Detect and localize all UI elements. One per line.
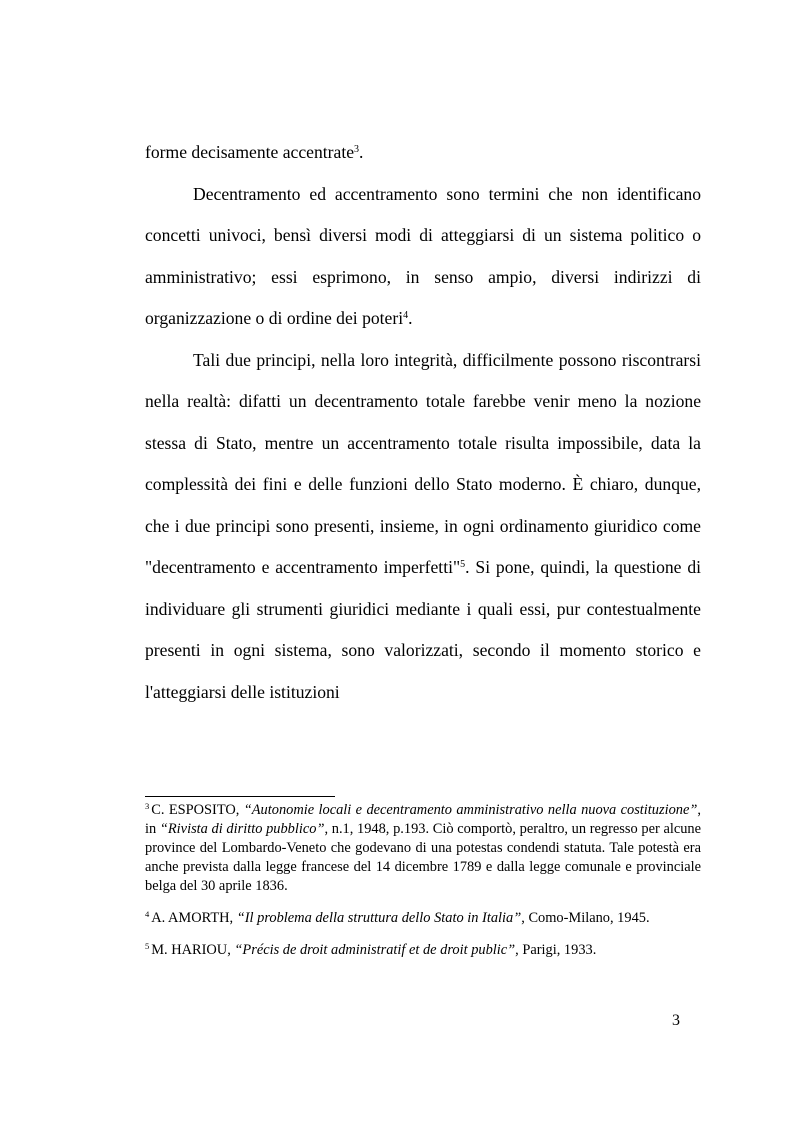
body-text [145, 132, 701, 713]
page-number: 3 [672, 1012, 680, 1029]
footnote-separator [145, 796, 335, 797]
footnote-4: $^4$ A. AMORTH, “Il problema della struttura dello Stato in Italia”, Como-Milano, 1945. [145, 909, 650, 926]
footnote-5: $^5$ M. HARIOU, “Précis de droit administratif et de droit public”, Parigi, 1933. [145, 941, 597, 958]
footnote-ref-3[interactable]: 3 [354, 144, 360, 155]
footnotes [145, 801, 701, 973]
footnote-3: $^3$ C. ESPOSITO, “Autonomie locali e decentramento amministrativo nella nuova costituzione”, in “Rivista di diritto pubblico”, n.1, 1948, p.193. Ciò comportò, peraltro, un regresso per alcune province del Lombardo-Veneto che godevano di una potestas condendi statuta. Tale potestà era anche prevista dalla legge francese del 14 dicembre 1789 e dalla legge comunale e provinciale belga del 30 aprile 1836. [145, 801, 701, 894]
footnote-ref-4[interactable]: 4 [403, 310, 409, 321]
paragraph-3: Tali due principi, nella loro integrità, difficilmente possono riscontrarsi nella realtà: difatti un decentramento totale farebbe venir meno la nozione stessa di Stato, mentre un accentramento totale risulta impossibile, data la complessità dei fini e delle funzioni dello Stato moderno. È chiaro, dunque, che i due principi sono presenti, insieme, in ogni ordinamento giuridico come "decentramento e accentramento imperfetti"$^5$. Si pone, quindi, la questione di individuare gli strumenti giuridici mediante i quali essi, pur contestualmente presenti in ogni sistema, sono valorizzati, secondo il momento storico e l'atteggiarsi delle istituzioni [145, 349, 702, 702]
footnote-ref-5[interactable]: 5 [460, 559, 466, 570]
paragraph-2: Decentramento ed accentramento sono termini che non identificano concetti univoci, bensì diversi modi di atteggiarsi di un sistema politico o amministrativo; essi esprimono, in senso ampio, diversi indirizzi di organizzazione o di ordine dei poteri$^4$. [145, 183, 701, 328]
paragraph-1: forme decisamente accentrate$^3$. [145, 142, 364, 162]
